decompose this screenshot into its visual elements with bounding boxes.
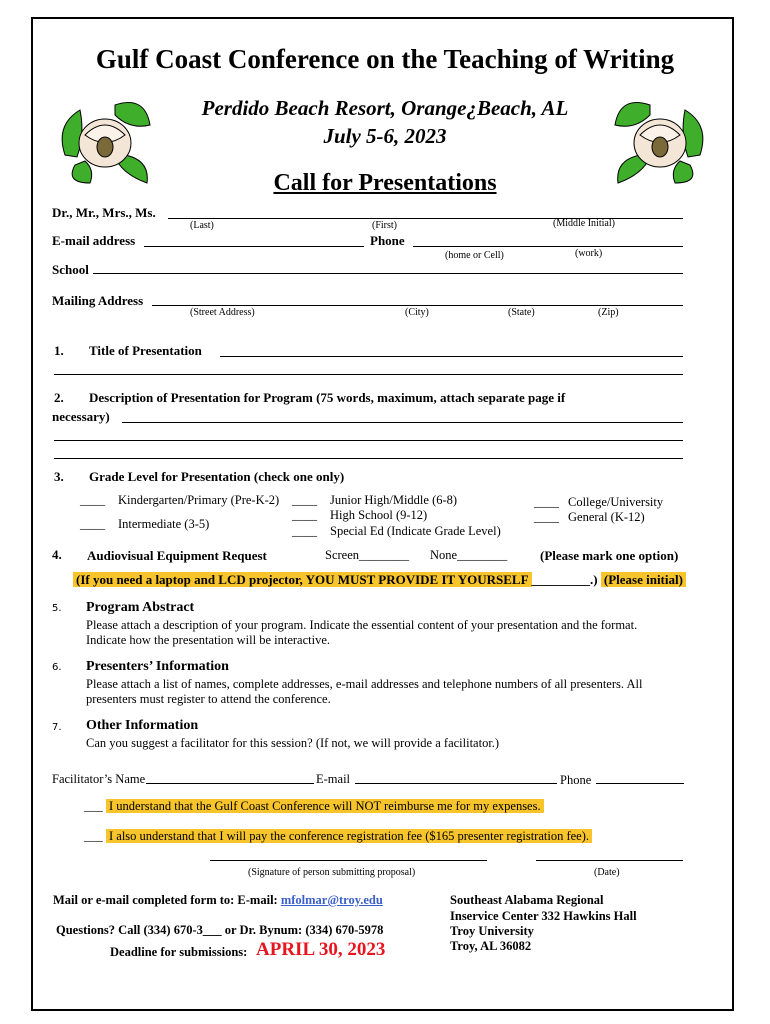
jh-option: Junior High/Middle (6-8) [330,493,458,507]
middle-caption: (Middle Initial) [553,218,615,229]
laptop-note [73,572,686,588]
college-option: College/University [568,495,664,509]
sped-option: Special Ed (Indicate Grade Level) [330,524,501,538]
q7-label: Other Information [86,718,199,733]
street-caption: (Street Address) [190,307,255,318]
inter-blank[interactable]: ____ [80,517,105,531]
facilitator-phone-label: Phone [560,773,592,787]
zip-caption: (Zip) [598,307,619,318]
q1-number: 1. [54,343,64,358]
q7-line1: Can you suggest a facilitator for this session? (If not, we will provide a facilitator.) [86,736,500,750]
q2-label: Description of Presentation for Program (75 words, maximum, attach separate page if [89,390,566,405]
agree2-text: I also understand that I will pay the conference registration fee ($165 presenter registration fee). [106,829,592,843]
facilitator-name-line[interactable] [146,783,314,784]
general-blank[interactable]: ____ [534,510,559,524]
q7-number: 7. [52,722,62,733]
k2-option: Kindergarten/Primary (Pre-K-2) [118,493,280,507]
date-line[interactable] [536,860,683,861]
hs-option: High School (9-12) [330,508,428,522]
q6-number: 6. [52,662,62,673]
school-label: School [52,262,89,277]
title-line-2[interactable] [54,374,683,375]
agree1-text: I understand that the Gulf Coast Conference will NOT reimburse me for my expenses. [106,799,544,813]
laptop-note-text: (If you need a laptop and LCD projector, YOU MUST PROVIDE IT YOURSELF [73,572,532,587]
home-cell-caption: (home or Cell) [445,250,504,261]
college-blank[interactable]: ____ [534,495,559,509]
facilitator-email-label: E-mail [316,772,351,786]
q6-label: Presenters’ Information [86,659,229,674]
last-caption: (Last) [190,220,214,231]
q2-label-cont: necessary) [52,409,110,424]
desc-line-3[interactable] [54,458,683,459]
k2-blank[interactable]: ____ [80,493,105,507]
mailing-label: Mailing Address [52,293,144,308]
screen-option[interactable]: Screen________ [325,548,410,562]
date-caption: (Date) [594,867,620,878]
hs-blank[interactable]: ____ [292,508,317,522]
facilitator-email-line[interactable] [355,783,557,784]
q4-label: Audiovisual Equipment Request [87,548,267,563]
mailing-line[interactable] [152,305,683,306]
q6-line2: presenters must register to attend the conference. [86,692,331,706]
email-line[interactable] [144,246,364,247]
q6-line1: Please attach a list of names, complete addresses, e-mail addresses and telephone numbers of all presenters. All [86,677,643,691]
q4-number: 4. [52,547,62,562]
facilitator-name-label: Facilitator’s Name [52,772,146,786]
signature-caption: (Signature of person submitting proposal) [248,867,416,878]
desc-line-1[interactable] [122,422,683,423]
q5-line1: Please attach a description of your program. Indicate the essential content of your presentation and the format. [86,618,638,632]
conference-dates: July 5-6, 2023 [323,124,447,148]
call-for-presentations: Call for Presentations [273,170,497,196]
q2-number: 2. [54,390,64,405]
agree1-blank[interactable]: ___ [84,799,103,813]
jh-blank[interactable]: ____ [292,493,317,507]
mail-label: Mail or e-mail completed form to: E-mail: [53,893,278,907]
deadline-label: Deadline for submissions: [110,945,248,959]
laptop-initial-blank[interactable]: _________.) [531,572,598,587]
agree2-blank[interactable]: ___ [84,829,103,843]
agree1 [106,799,544,814]
q1-label: Title of Presentation [89,343,202,358]
facilitator-phone-line[interactable] [596,783,684,784]
work-caption: (work) [575,248,603,259]
questions-line: Questions? Call (334) 670-3___ or Dr. Bynum: (334) 670-5978 [56,923,384,937]
desc-line-2[interactable] [54,440,683,441]
general-option: General (K-12) [568,510,645,524]
q3-number: 3. [54,469,64,484]
title-line[interactable] [220,356,683,357]
q3-label: Grade Level for Presentation (check one only) [89,469,345,484]
state-caption: (State) [508,307,535,318]
email-link[interactable]: mfolmar@troy.edu [280,893,383,907]
please-mark: (Please mark one option) [540,548,679,563]
phone-label: Phone [370,233,405,248]
q5-line2: Indicate how the presentation will be interactive. [86,633,331,647]
city-caption: (City) [405,307,429,318]
deadline-date: APRIL 30, 2023 [256,939,386,960]
agree2 [106,829,592,844]
name-label: Dr., Mr., Mrs., Ms. [52,205,156,220]
location: Perdido Beach Resort, Orange¿Beach, AL [201,96,569,120]
address-line-2: Inservice Center 332 Hawkins Hall [450,909,637,923]
first-caption: (First) [372,220,397,231]
mail-instructions [53,893,383,908]
address-line-4: Troy, AL 36082 [450,939,532,953]
sped-blank[interactable]: ____ [292,524,317,538]
signature-line[interactable] [210,860,487,861]
address-line-1: Southeast Alabama Regional [450,893,604,907]
phone-line[interactable] [413,246,683,247]
school-line[interactable] [93,273,683,274]
page-title: Gulf Coast Conference on the Teaching of Writing [95,44,675,74]
please-initial: (Please initial) [601,572,686,587]
q5-number: 5. [52,603,62,614]
none-option[interactable]: None________ [430,548,508,562]
q5-label: Program Abstract [86,600,195,615]
address-line-3: Troy University [450,924,534,938]
inter-option: Intermediate (3-5) [118,517,210,531]
email-label: E-mail address [52,233,136,248]
